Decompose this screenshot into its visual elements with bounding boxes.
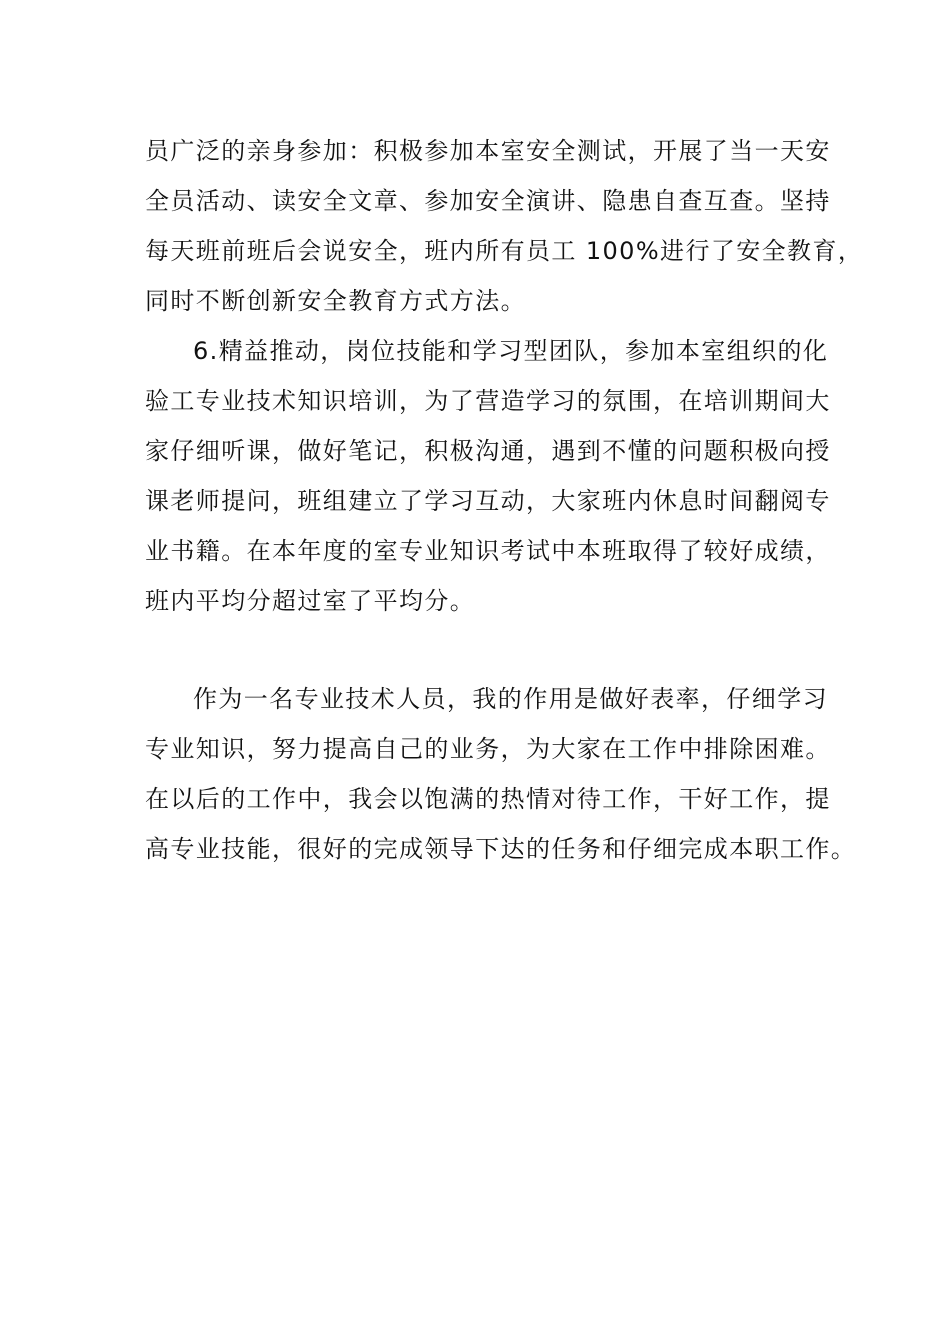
text-line: 班内平均分超过室了平均分。: [145, 587, 476, 615]
text-line: 6.精益推动，岗位技能和学习型团队，参加本室组织的化: [193, 337, 829, 365]
text-line: 验工专业技术知识培训，为了营造学习的氛围，在培训期间大: [145, 387, 831, 415]
text-line: 专业知识，努力提高自己的业务，为大家在工作中排除困难。: [145, 735, 831, 763]
paragraph-skills-training: [145, 326, 831, 626]
text-line: 每天班前班后会说安全，班内所有员工 100%进行了安全教育，: [145, 237, 864, 265]
text-line: 作为一名专业技术人员，我的作用是做好表率，仔细学习: [193, 685, 828, 713]
paragraph-safety-education: [145, 126, 864, 326]
paragraph-conclusion: [145, 674, 857, 874]
text-line: 业书籍。在本年度的室专业知识考试中本班取得了较好成绩，: [145, 537, 831, 565]
text-line: 员广泛的亲身参加：积极参加本室安全测试，开展了当一天安: [145, 137, 831, 165]
text-line: 全员活动、读安全文章、参加安全演讲、隐患自查互查。坚持: [145, 187, 831, 215]
text-line: 高专业技能，很好的完成领导下达的任务和仔细完成本职工作。: [145, 835, 857, 863]
text-line: 课老师提问，班组建立了学习互动，大家班内休息时间翻阅专: [145, 487, 831, 515]
text-line: 在以后的工作中，我会以饱满的热情对待工作，干好工作，提: [145, 785, 831, 813]
text-line: 家仔细听课，做好笔记，积极沟通，遇到不懂的问题积极向授: [145, 437, 831, 465]
text-line: 同时不断创新安全教育方式方法。: [145, 287, 526, 315]
